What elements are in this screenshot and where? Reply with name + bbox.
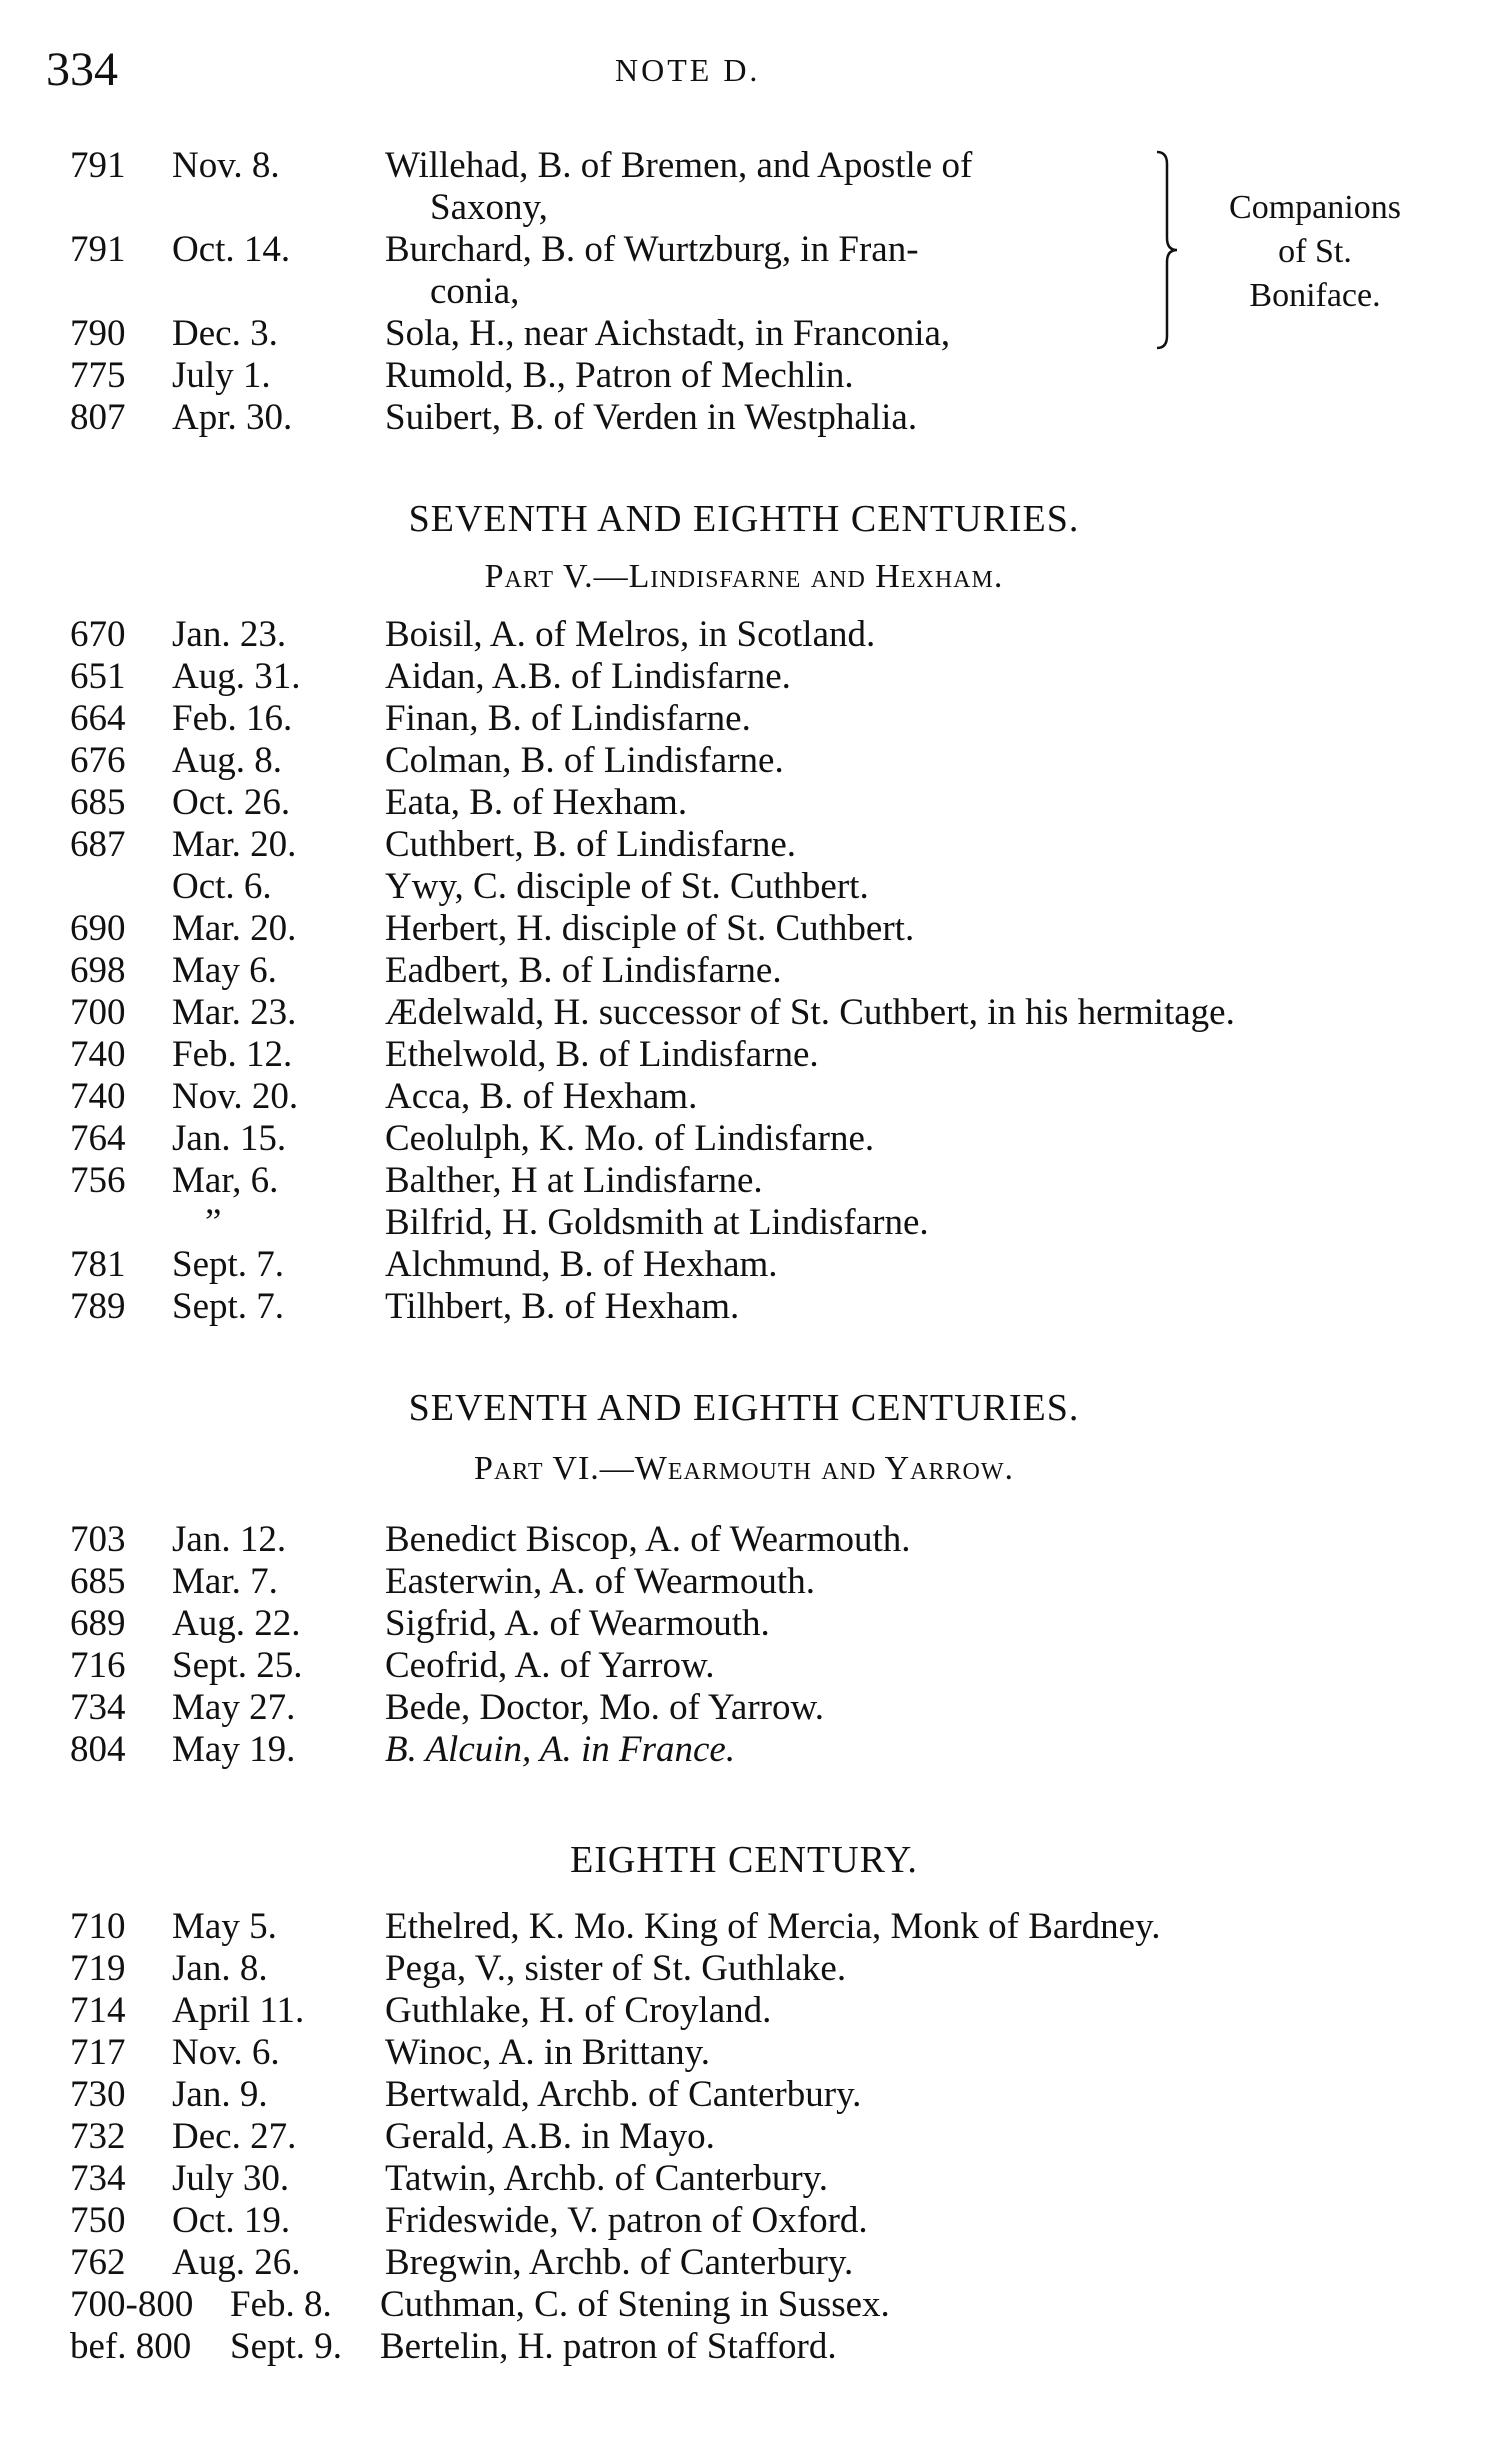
entry-year: 687 (70, 824, 126, 865)
entry-desc: Bede, Doctor, Mo. of Yarrow. (385, 1687, 825, 1728)
entry-date: Sept. 7. (172, 1244, 285, 1285)
entry-row (0, 2158, 1488, 2200)
entry-year: 775 (70, 355, 126, 396)
entry-row (0, 1519, 1488, 1561)
entry-desc: Burchard, B. of Wurtzburg, in Fran- (385, 229, 919, 270)
entry-row (0, 698, 1488, 740)
entry-year: 790 (70, 313, 126, 354)
entry-desc: Bertelin, H. patron of Stafford. (380, 2326, 837, 2367)
entry-date: Jan. 9. (172, 2074, 268, 2115)
entry-desc: Ceofrid, A. of Yarrow. (385, 1645, 715, 1686)
entry-row (0, 992, 1488, 1034)
entry-desc: Bregwin, Archb. of Canterbury. (385, 2242, 854, 2283)
entry-row (0, 824, 1488, 866)
entry-desc: Sigfrid, A. of Wearmouth. (385, 1603, 770, 1644)
entry-row (0, 2326, 1488, 2368)
entry-date: Aug. 26. (172, 2242, 301, 2283)
entry-date: Mar. 23. (172, 992, 297, 1033)
running-head: NOTE D. (615, 52, 761, 88)
entry-row (0, 656, 1488, 698)
entry-desc: Suibert, B. of Verden in Westphalia. (385, 397, 918, 438)
entry-year: 716 (70, 1645, 126, 1686)
entry-date: Nov. 20. (172, 1076, 299, 1117)
entry-date: Jan. 23. (172, 614, 287, 655)
entry-row (0, 2242, 1488, 2284)
entry-year: 804 (70, 1729, 126, 1770)
entry-row (0, 1948, 1488, 1990)
section-subtitle: Part VI.—Wearmouth and Yarrow. (474, 1450, 1014, 1487)
entry-row (0, 313, 1488, 355)
entry-desc: Finan, B. of Lindisfarne. (385, 698, 751, 739)
entry-row (0, 397, 1488, 439)
entry-date: Mar. 7. (172, 1561, 278, 1602)
entry-date: Feb. 16. (172, 698, 293, 739)
entry-date: Dec. 3. (172, 313, 278, 354)
entry-year: 781 (70, 1244, 126, 1285)
entry-desc: Herbert, H. disciple of St. Cuthbert. (385, 908, 915, 949)
entry-year: 791 (70, 145, 126, 186)
entry-year: 740 (70, 1034, 126, 1075)
section-title: SEVENTH AND EIGHTH CENTURIES. (408, 1387, 1080, 1429)
entry-year: 698 (70, 950, 126, 991)
entry-row (0, 782, 1488, 824)
entry-desc: Benedict Biscop, A. of Wearmouth. (385, 1519, 911, 1560)
page-number: 334 (46, 43, 118, 96)
entry-year: 664 (70, 698, 126, 739)
entry-row (0, 1202, 1488, 1244)
entry-row (0, 950, 1488, 992)
entry-date: Mar. 20. (172, 908, 297, 949)
entry-year: 714 (70, 1990, 126, 2031)
entry-desc: Ceolulph, K. Mo. of Lindisfarne. (385, 1118, 875, 1159)
entry-row (0, 1076, 1488, 1118)
entry-row (0, 740, 1488, 782)
entry-year: 703 (70, 1519, 126, 1560)
entry-year: 807 (70, 397, 126, 438)
entry-row (0, 1990, 1488, 2032)
entry-date: May 27. (172, 1687, 296, 1728)
entry-desc: Ethelwold, B. of Lindisfarne. (385, 1034, 819, 1075)
entry-year: 689 (70, 1603, 126, 1644)
entry-desc: Cuthbert, B. of Lindisfarne. (385, 824, 797, 865)
entry-row (0, 1561, 1488, 1603)
entry-date: Apr. 30. (172, 397, 293, 438)
entry-date: Nov. 8. (172, 145, 280, 186)
section-subtitle: Part V.—Lindisfarne and Hexham. (484, 558, 1004, 595)
entry-year: 734 (70, 1687, 126, 1728)
entry-desc: Winoc, A. in Brittany. (385, 2032, 710, 2073)
entry-year: 700-800 (70, 2284, 194, 2325)
entry-desc: Gerald, A.B. in Mayo. (385, 2116, 715, 2157)
entry-date: July 30. (172, 2158, 290, 2199)
entry-desc: Eata, B. of Hexham. (385, 782, 688, 823)
entry-date: Oct. 19. (172, 2200, 291, 2241)
section-title: SEVENTH AND EIGHTH CENTURIES. (408, 498, 1080, 540)
entry-desc: Willehad, B. of Bremen, and Apostle of (385, 145, 973, 186)
entry-row (0, 1603, 1488, 1645)
entry-row (0, 2032, 1488, 2074)
entry-year: 732 (70, 2116, 126, 2157)
entry-date: Aug. 8. (172, 740, 282, 781)
entry-row (0, 2284, 1488, 2326)
entry-year: 676 (70, 740, 126, 781)
entry-date: Jan. 12. (172, 1519, 287, 1560)
entry-desc: Aidan, A.B. of Lindisfarne. (385, 656, 791, 697)
entry-date-ditto: ” (205, 1202, 222, 1243)
entry-desc: Ethelred, K. Mo. King of Mercia, Monk of Bardney. (385, 1906, 1161, 1947)
entry-row (0, 2200, 1488, 2242)
entry-desc: Ywy, C. disciple of St. Cuthbert. (385, 866, 869, 907)
entry-row (0, 1906, 1488, 1948)
entry-desc: Tilhbert, B. of Hexham. (385, 1286, 740, 1327)
entry-year: 750 (70, 2200, 126, 2241)
entry-year: 764 (70, 1118, 126, 1159)
entry-year: 690 (70, 908, 126, 949)
entry-row (0, 1160, 1488, 1202)
entry-year: 756 (70, 1160, 126, 1201)
entry-row (0, 1286, 1488, 1328)
entry-year: 651 (70, 656, 126, 697)
entry-row (0, 1645, 1488, 1687)
entry-date: Oct. 26. (172, 782, 291, 823)
entry-date: Jan. 8. (172, 1948, 268, 1989)
entry-date: April 11. (172, 1990, 305, 2031)
entry-date: May 5. (172, 1906, 277, 1947)
entry-desc: Bilfrid, H. Goldsmith at Lindisfarne. (385, 1202, 929, 1243)
entry-date: Sept. 25. (172, 1645, 303, 1686)
entry-desc: B. Alcuin, A. in France. (385, 1729, 736, 1770)
entry-row (0, 2074, 1488, 2116)
entry-row (0, 1118, 1488, 1160)
entry-year: 700 (70, 992, 126, 1033)
entry-desc: Guthlake, H. of Croyland. (385, 1990, 772, 2031)
entry-desc-cont: conia, (430, 271, 520, 312)
entry-date: Oct. 6. (172, 866, 272, 907)
entry-desc: Alchmund, B. of Hexham. (385, 1244, 778, 1285)
entry-desc: Cuthman, C. of Stening in Sussex. (380, 2284, 890, 2325)
side-note-line: Companions (1229, 189, 1401, 226)
entry-year: 740 (70, 1076, 126, 1117)
entry-desc: Tatwin, Archb. of Canterbury. (385, 2158, 829, 2199)
entry-row (0, 614, 1488, 656)
entry-date: Nov. 6. (172, 2032, 280, 2073)
entry-desc: Easterwin, A. of Wearmouth. (385, 1561, 815, 1602)
side-note-line: of St. (1278, 233, 1352, 270)
entry-desc: Sola, H., near Aichstadt, in Franconia, (385, 313, 951, 354)
entry-year: 789 (70, 1286, 126, 1327)
entry-desc: Eadbert, B. of Lindisfarne. (385, 950, 782, 991)
entry-desc: Balther, H at Lindisfarne. (385, 1160, 763, 1201)
entry-year: 734 (70, 2158, 126, 2199)
entry-date: Dec. 27. (172, 2116, 297, 2157)
entry-year: 791 (70, 229, 126, 270)
entry-date: Jan. 15. (172, 1118, 287, 1159)
entry-year: 685 (70, 1561, 126, 1602)
entry-desc: Rumold, B., Patron of Mechlin. (385, 355, 854, 396)
entry-row (0, 2116, 1488, 2158)
entry-date: Feb. 12. (172, 1034, 293, 1075)
entry-year: 685 (70, 782, 126, 823)
entry-date: Mar, 6. (172, 1160, 279, 1201)
brace-icon (1155, 150, 1179, 350)
entry-year: bef. 800 (70, 2326, 192, 2367)
entry-row (0, 1244, 1488, 1286)
entry-desc: Frideswide, V. patron of Oxford. (385, 2200, 868, 2241)
section-title: EIGHTH CENTURY. (570, 1839, 918, 1881)
entry-date: Sept. 7. (172, 1286, 285, 1327)
entry-desc: Boisil, A. of Melros, in Scotland. (385, 614, 876, 655)
entry-row (0, 1687, 1488, 1729)
entry-desc: Pega, V., sister of St. Guthlake. (385, 1948, 847, 1989)
entry-row (0, 1034, 1488, 1076)
entry-year: 670 (70, 614, 126, 655)
side-note-line: Boniface. (1249, 277, 1381, 314)
entry-row (0, 866, 1488, 908)
entry-desc: Bertwald, Archb. of Canterbury. (385, 2074, 862, 2115)
entry-date: Aug. 31. (172, 656, 301, 697)
entry-date: May 19. (172, 1729, 296, 1770)
entry-row (0, 145, 1488, 187)
entry-desc-cont: Saxony, (430, 187, 548, 228)
entry-year: 719 (70, 1948, 126, 1989)
entry-year: 717 (70, 2032, 126, 2073)
entry-year: 730 (70, 2074, 126, 2115)
entry-row (0, 1729, 1488, 1771)
entry-row (0, 908, 1488, 950)
entry-date: Feb. 8. (230, 2284, 332, 2325)
entry-date: Mar. 20. (172, 824, 297, 865)
entry-date: Oct. 14. (172, 229, 291, 270)
entry-year: 710 (70, 1906, 126, 1947)
page-header (0, 42, 1488, 102)
entry-desc: Acca, B. of Hexham. (385, 1076, 698, 1117)
entry-date: Aug. 22. (172, 1603, 301, 1644)
side-note (1180, 186, 1450, 318)
entry-desc: Ædelwald, H. successor of St. Cuthbert, in his hermitage. (385, 992, 1235, 1033)
entry-row (0, 355, 1488, 397)
entry-date: May 6. (172, 950, 277, 991)
entry-year: 762 (70, 2242, 126, 2283)
entry-desc: Colman, B. of Lindisfarne. (385, 740, 784, 781)
entry-date: July 1. (172, 355, 271, 396)
entry-date: Sept. 9. (230, 2326, 343, 2367)
